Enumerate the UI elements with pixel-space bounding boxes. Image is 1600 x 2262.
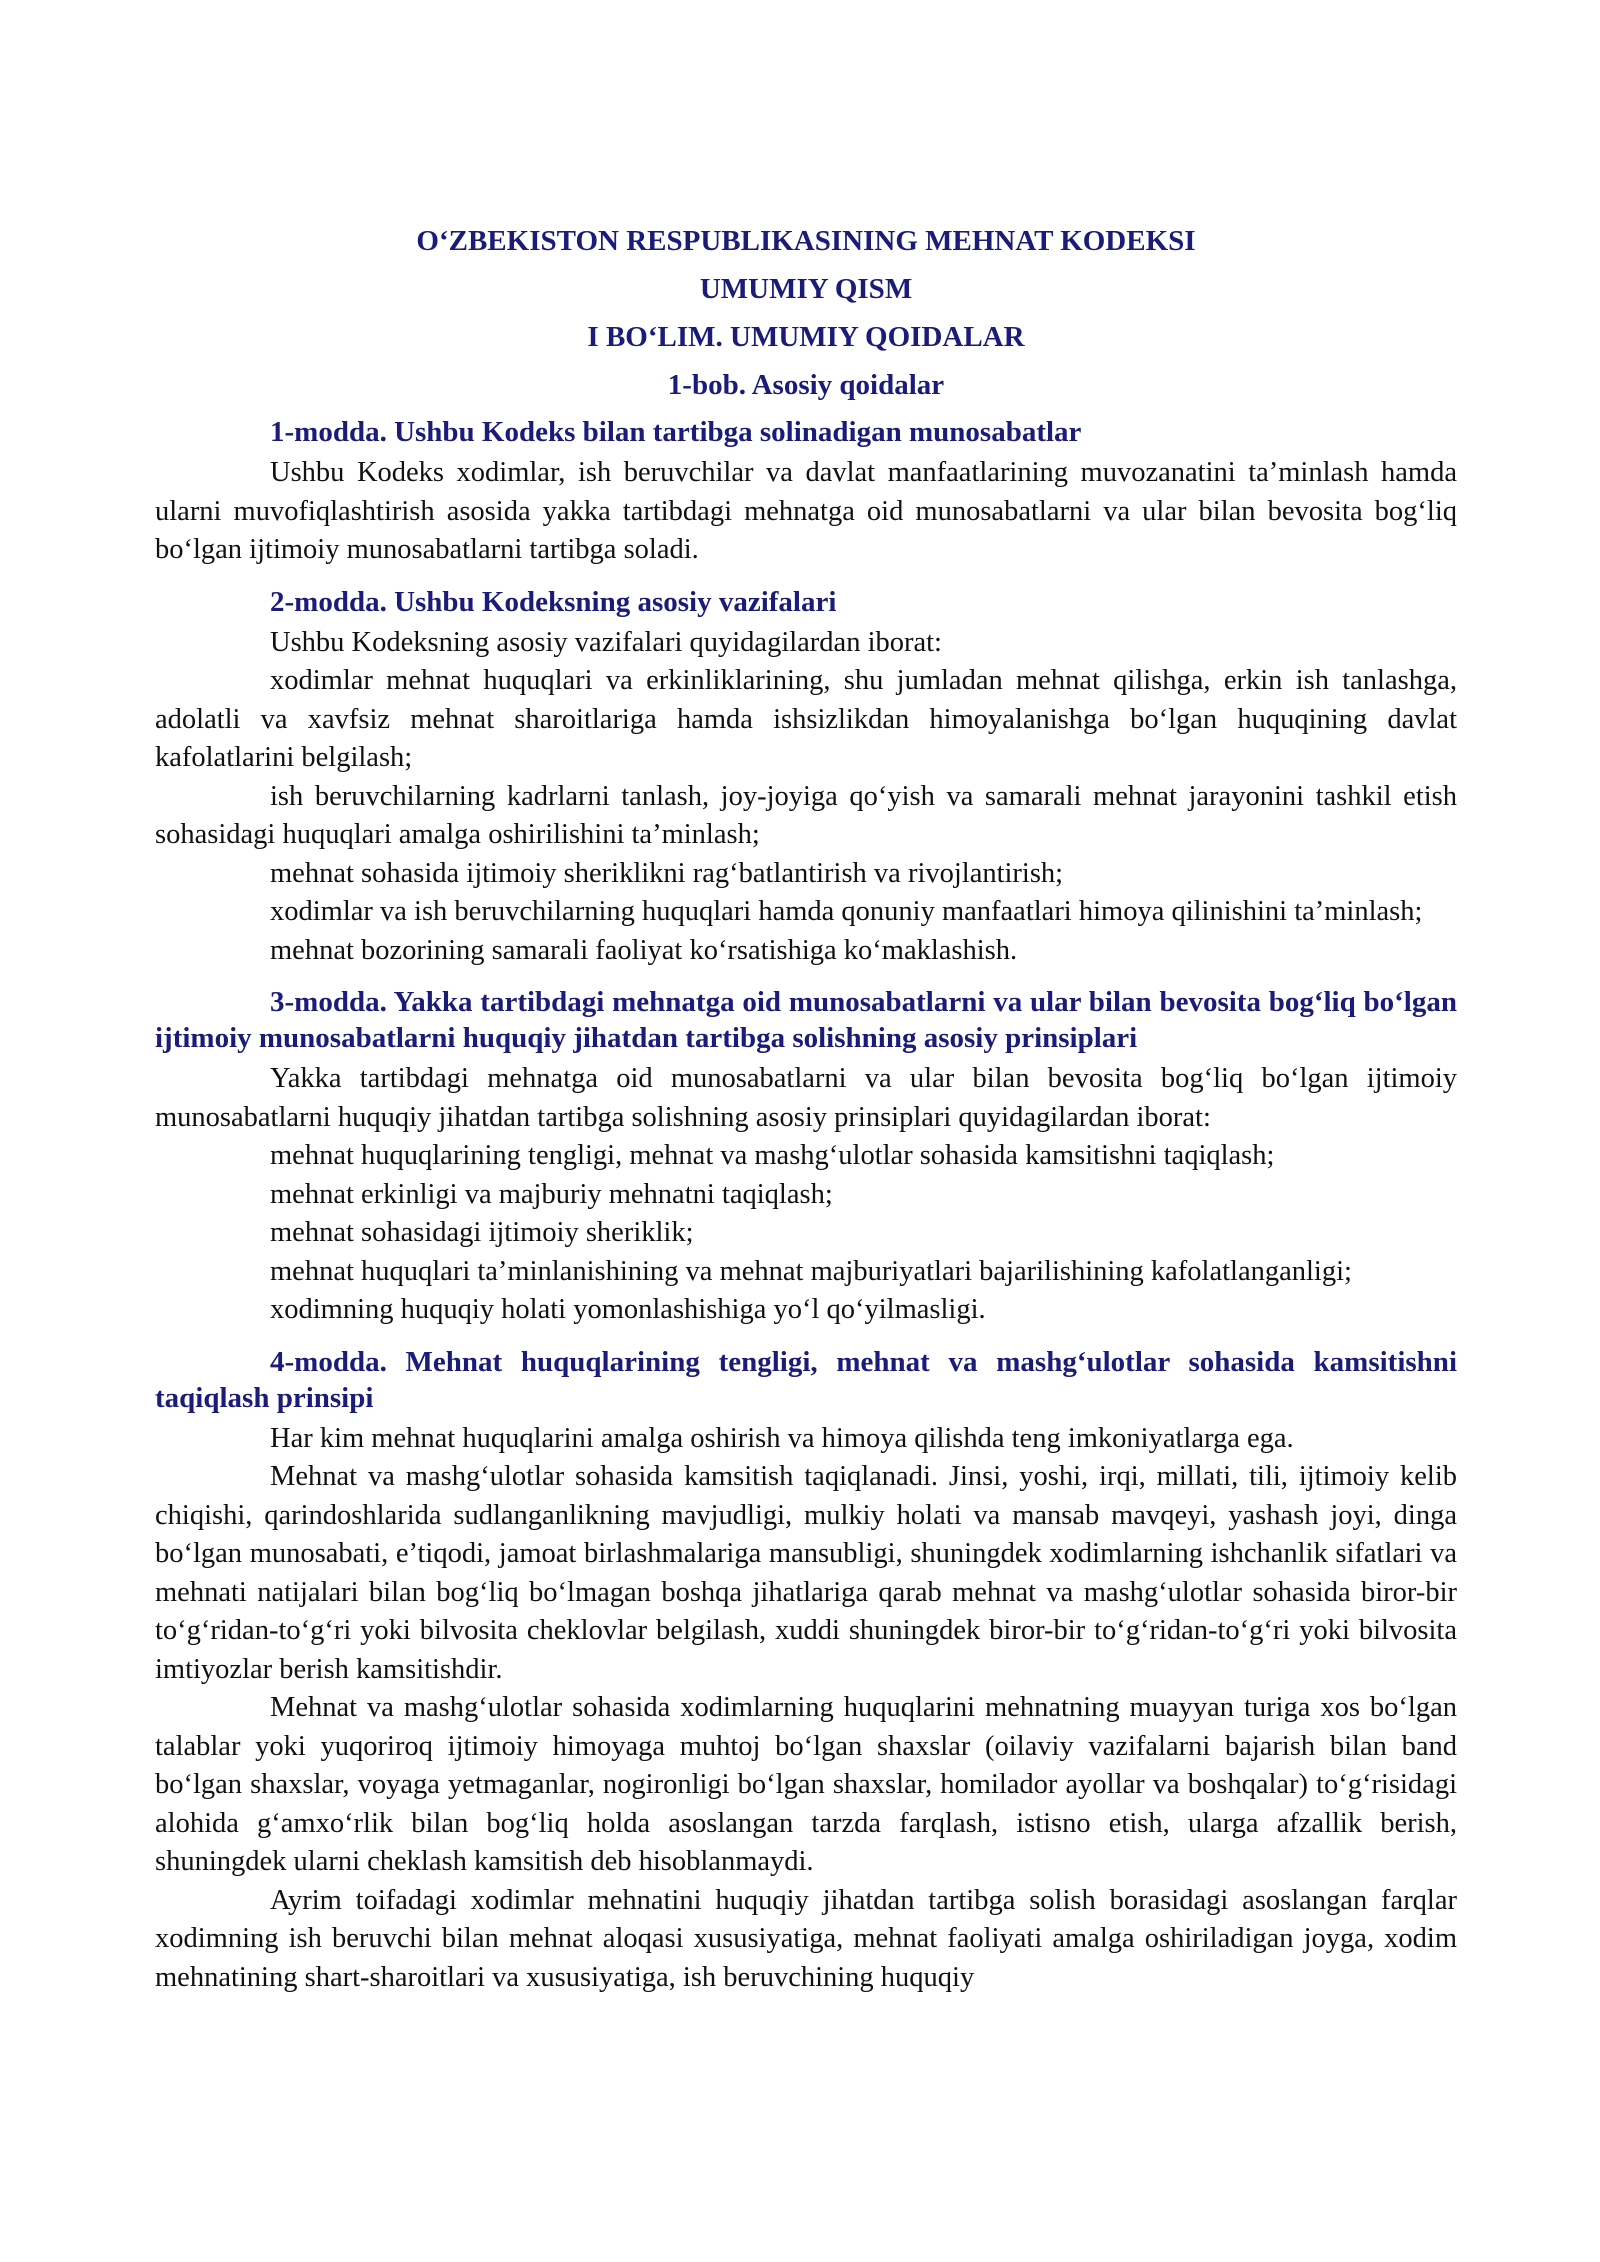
article-title: 3-modda. Yakka tartibdagi mehnatga oid munosabatlarni va ular bilan bevosita bog‘liq bo‘lgan ijtimoiy munosabatlarni huquqiy jihatdan tartibga solishning asosiy prinsiplari [155,986,1457,1054]
article-paragraph: mehnat huquqlari ta’minlanishining va mehnat majburiyatlari bajarilishining kafolatlanganligi; [270,1255,1352,1287]
article-paragraph: mehnat sohasidagi ijtimoiy sheriklik; [270,1217,694,1248]
section-title: I BO‘LIM. UMUMIY QOIDALAR [587,321,1025,353]
article-title: 2-modda. Ushbu Kodeksning asosiy vazifalari [270,585,837,618]
article-paragraph: xodimning huquqiy holati yomonlashishiga yo‘l qo‘yilmasligi. [270,1294,986,1325]
article-paragraph: Mehnat va mashg‘ulotlar sohasida xodimlarning huquqlarini mehnatning muayyan turiga xos bo‘lgan talablar yoki yuqoriroq ijtimoiy himoyaga muhtoj bo‘lgan shaxslar (oilaviy vazifalarni bajarish bilan band bo‘lgan shaxslar, voyaga yetmaganlar, nogironligi bo‘lgan shaxslar, homilador ayollar va boshqalar) to‘g‘risidagi alohida g‘amxo‘rlik bilan bog‘liq holda asoslangan tarzda farqlash, istisno etish, ularga afzallik berish, shuningdek ularni cheklash kamsitish deb hisoblanmaydi. [155,1692,1457,1877]
article-paragraph: Yakka tartibdagi mehnatga oid munosabatlarni va ular bilan bevosita bog‘liq bo‘lgan ijtimoiy munosabatlarni huquqiy jihatdan tartibga solishning asosiy prinsiplari quyidagilardan iborat: [155,1063,1457,1133]
article-title: 4-modda. Mehnat huquqlarining tengligi, mehnat va mashg‘ulotlar sohasida kamsitishni taqiqlash prinsipi [155,1345,1457,1414]
article-paragraph: Ushbu Kodeksning asosiy vazifalari quyidagilardan iborat: [270,626,942,658]
article-paragraph: mehnat sohasida ijtimoiy sheriklikni rag‘batlantirish va rivojlantirish; [270,857,1064,889]
article-paragraph: Mehnat va mashg‘ulotlar sohasida kamsitish taqiqlanadi. Jinsi, yoshi, irqi, millati, tili, ijtimoiy kelib chiqishi, qarindoshlarida sudlanganlikning mavjudligi, mulkiy holati va mansab mavqeyi, yashash joyi, dinga bo‘lgan munosabati, e’tiqodi, jamoat birlashmalariga mansubligi, shuningdek xodimlarning ishchanlik sifatlari va mehnati natijalari bilan bog‘liq bo‘lmagan boshqa jihatlariga qarab mehnat va mashg‘ulotlar sohasida biror-bir to‘g‘ridan-to‘g‘ri yoki bilvosita cheklovlar belgilash, xuddi shuningdek biror-bir to‘g‘ridan-to‘g‘ri yoki bilvosita imtiyozlar berish kamsitishdir. [155,1461,1457,1685]
article-paragraph: xodimlar va ish beruvchilarning huquqlari hamda qonuniy manfaatlari himoya qilinishini ta’minlash; [270,896,1423,927]
article-paragraph: mehnat huquqlarining tengligi, mehnat va mashg‘ulotlar sohasida kamsitishni taqiqlash; [270,1140,1275,1171]
article-paragraph: Har kim mehnat huquqlarini amalga oshirish va himoya qilishda teng imkoniyatlarga ega. [270,1422,1294,1454]
chapter-title: 1-bob. Asosiy qoidalar [667,369,945,401]
article-paragraph: Ushbu Kodeks xodimlar, ish beruvchilar va davlat manfaatlarining muvozanatini ta’minlash hamda ularni muvofiqlashtirish asosida yakka tartibdagi mehnatga oid munosabatlarni va ular bilan bevosita bog‘liq bo‘lgan ijtimoiy munosabatlarni tartibga soladi. [155,457,1457,565]
article-paragraph: mehnat erkinligi va majburiy mehnatni taqiqlash; [270,1178,833,1210]
article-paragraph: xodimlar mehnat huquqlari va erkinliklarining, shu jumladan mehnat qilishga, erkin ish tanlashga, adolatli va xavfsiz mehnat sharoitlariga hamda ishsizlikdan himoyalanishga bo‘lgan huquqining davlat kafolatlarini belgilash; [155,665,1457,773]
article-paragraph: mehnat bozorining samarali faoliyat ko‘rsatishiga ko‘maklashish. [270,934,1018,966]
article-paragraph: Ayrim toifadagi xodimlar mehnatini huquqiy jihatdan tartibga solish borasidagi asoslangan farqlar xodimning ish beruvchi bilan mehnat aloqasi xususiyatiga, mehnat faoliyati amalga oshiriladigan joyga, xodim mehnatining shart-sharoitlari va xususiyatiga, ish beruvchining huquqiy [155,1884,1457,1993]
article-title: 1-modda. Ushbu Kodeks bilan tartibga solinadigan munosabatlar [270,416,1082,448]
code-title: O‘ZBEKISTON RESPUBLIKASINING MEHNAT KODEKSI [416,225,1196,257]
part-title: UMUMIY QISM [699,273,913,305]
article-paragraph: ish beruvchilarning kadrlarni tanlash, joy-joyiga qo‘yish va samarali mehnat jarayonini tashkil etish sohasidagi huquqlari amalga oshirilishini ta’minlash; [155,780,1457,850]
